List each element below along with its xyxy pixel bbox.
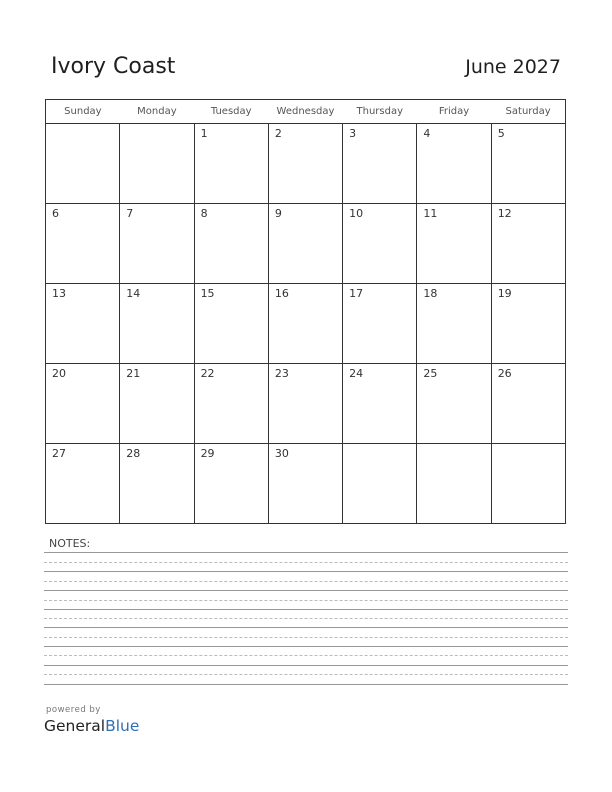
notes-line xyxy=(44,646,568,647)
notes-guide-line xyxy=(44,562,568,563)
day-cell: 17 xyxy=(343,284,417,364)
notes-guide-line xyxy=(44,600,568,601)
day-cell xyxy=(491,444,565,524)
day-cell: 13 xyxy=(46,284,120,364)
week-row xyxy=(46,124,566,204)
day-cell: 28 xyxy=(120,444,194,524)
day-cell: 10 xyxy=(343,204,417,284)
day-cell xyxy=(343,444,417,524)
day-cell: 14 xyxy=(120,284,194,364)
day-cell: 6 xyxy=(46,204,120,284)
weekday-saturday: Saturday xyxy=(491,100,565,124)
notes-guide-line xyxy=(44,637,568,638)
day-cell: 22 xyxy=(194,364,268,444)
day-cell: 30 xyxy=(268,444,342,524)
notes-label: NOTES: xyxy=(49,537,91,550)
day-cell: 4 xyxy=(417,124,491,204)
week-row xyxy=(46,204,566,284)
notes-line xyxy=(44,665,568,666)
brand-blue: Blue xyxy=(105,717,140,735)
day-cell: 24 xyxy=(343,364,417,444)
weekday-monday: Monday xyxy=(120,100,194,124)
day-cell: 29 xyxy=(194,444,268,524)
day-cell: 12 xyxy=(491,204,565,284)
weekday-friday: Friday xyxy=(417,100,491,124)
day-cell xyxy=(46,124,120,204)
day-cell: 2 xyxy=(268,124,342,204)
notes-line xyxy=(44,571,568,572)
notes-guide-line xyxy=(44,618,568,619)
day-cell: 1 xyxy=(194,124,268,204)
day-cell: 11 xyxy=(417,204,491,284)
country-title: Ivory Coast xyxy=(51,54,176,79)
notes-guide-line xyxy=(44,655,568,656)
notes-guide-line xyxy=(44,674,568,675)
day-cell: 21 xyxy=(120,364,194,444)
brand-general: General xyxy=(44,717,106,735)
day-cell: 15 xyxy=(194,284,268,364)
day-cell: 23 xyxy=(268,364,342,444)
day-cell: 26 xyxy=(491,364,565,444)
calendar-grid xyxy=(45,99,566,524)
week-row xyxy=(46,364,566,444)
week-row xyxy=(46,444,566,524)
day-cell: 8 xyxy=(194,204,268,284)
notes-line xyxy=(44,552,568,553)
day-cell: 27 xyxy=(46,444,120,524)
notes-guide-line xyxy=(44,581,568,582)
notes-line xyxy=(44,684,568,685)
day-cell: 5 xyxy=(491,124,565,204)
day-cell: 9 xyxy=(268,204,342,284)
day-cell: 19 xyxy=(491,284,565,364)
day-cell: 25 xyxy=(417,364,491,444)
weekday-wednesday: Wednesday xyxy=(268,100,342,124)
notes-line xyxy=(44,590,568,591)
weekday-sunday: Sunday xyxy=(46,100,120,124)
weekday-thursday: Thursday xyxy=(343,100,417,124)
weekday-header-row xyxy=(46,100,566,124)
month-title: June 2027 xyxy=(465,56,561,78)
day-cell xyxy=(417,444,491,524)
day-cell: 18 xyxy=(417,284,491,364)
day-cell: 20 xyxy=(46,364,120,444)
day-cell: 16 xyxy=(268,284,342,364)
notes-line xyxy=(44,609,568,610)
brand-logo xyxy=(44,717,139,735)
week-row xyxy=(46,284,566,364)
day-cell: 3 xyxy=(343,124,417,204)
weekday-tuesday: Tuesday xyxy=(194,100,268,124)
powered-by-text: powered by xyxy=(46,705,101,715)
day-cell xyxy=(120,124,194,204)
notes-line xyxy=(44,627,568,628)
day-cell: 7 xyxy=(120,204,194,284)
